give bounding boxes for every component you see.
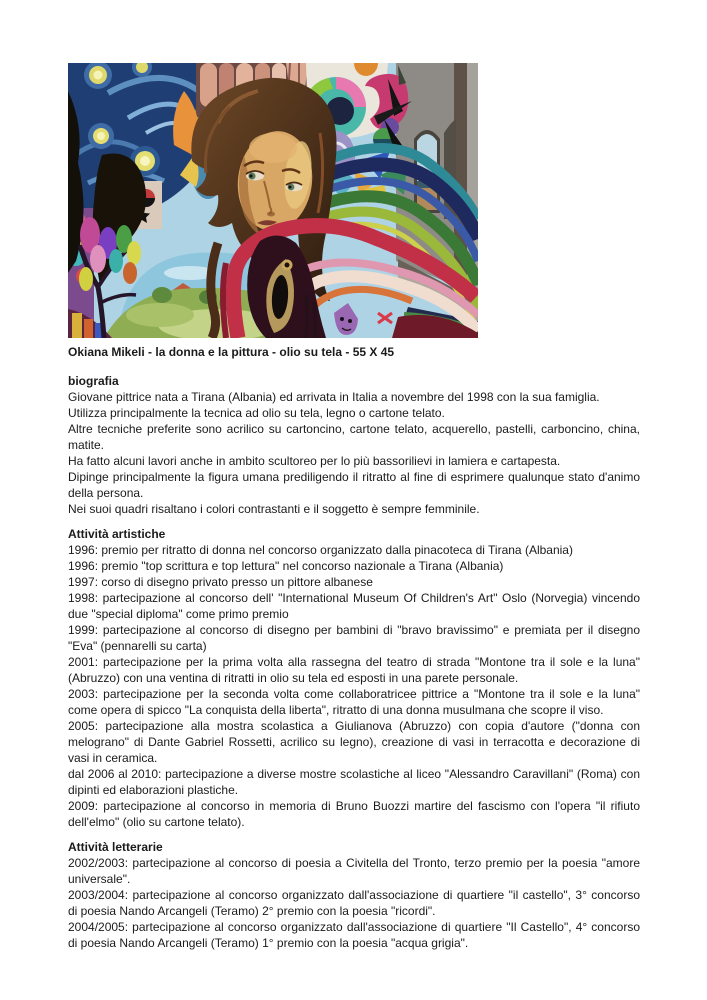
- paragraph: 2005: partecipazione alla mostra scolastica a Giulianova (Abruzzo) con copia d'autore ("donna con melograno" di Dante Gabriel Rossetti, acrilico su legno), creazione di vasi in terracotta e decorazione di vasi in ceramica.: [68, 719, 640, 765]
- artwork-caption: Okiana Mikeli - la donna e la pittura - olio su tela - 55 X 45: [68, 345, 395, 359]
- painting-image: [68, 63, 478, 338]
- paragraph: Giovane pittrice nata a Tirana (Albania) ed arrivata in Italia a novembre del 1998 con la sua famiglia.: [68, 390, 600, 404]
- paragraph: 2003: partecipazione per la seconda volta come collaboratricee pittrice a "Montone tra il sole e la luna" come opera di spicco "La conquista della liberta", ritratto di una donna musulmana che scopre il viso.: [68, 687, 640, 717]
- paragraph: Utilizza principalmente la tecnica ad olio su tela, legno o cartone telato.: [68, 406, 445, 420]
- paragraph: 1997: corso di disegno privato presso un pittore albanese: [68, 575, 373, 589]
- section-biografia: [68, 373, 640, 517]
- paragraph: 2003/2004: partecipazione al concorso organizzato dall'associazione di quartiere "il castello", 3° concorso di poesia Nando Arcangeli (Teramo) 2° premio con la poesia "ricordi".: [68, 888, 640, 918]
- paragraph: Dipinge principalmente la figura umana prediligendo il ritratto al fine di esprimere qualunque stato d'animo della persona.: [68, 470, 640, 500]
- attivita-artistiche-heading: Attività artistiche: [68, 527, 166, 541]
- attivita-letterarie-heading: Attività letterarie: [68, 840, 163, 854]
- paragraph: 1996: premio "top scrittura e top lettura" nel concorso nazionale a Tirana (Albania): [68, 559, 504, 573]
- section-attivita-artistiche: [68, 526, 640, 830]
- paragraph: 2001: partecipazione per la prima volta alla rassegna del teatro di strada "Montone tra il sole e la luna" (Abruzzo) con una ventina di ritratti in olio su tela ed esposti in una parete personale.: [68, 655, 640, 685]
- paragraph: 2002/2003: partecipazione al concorso di poesia a Civitella del Tronto, terzo premio per la poesia "amore universale".: [68, 856, 640, 886]
- paragraph: dal 2006 al 2010: partecipazione a diverse mostre scolastiche al liceo "Alessandro Caravillani" (Roma) con dipinti ed elaborazioni plastiche.: [68, 767, 640, 797]
- document-body: [68, 373, 640, 951]
- paragraph: 1999: partecipazione al concorso di disegno per bambini di "bravo bravissimo" e premiata per il disegno "Eva" (pennarelli su carta): [68, 623, 640, 653]
- paragraph: 2009: partecipazione al concorso in memoria di Bruno Buozzi martire del fascismo con l'opera "il rifiuto dell'elmo" (olio su cartone telato).: [68, 799, 640, 829]
- paragraph: Ha fatto alcuni lavori anche in ambito scultoreo per lo più bassorilievi in lamiera e cartapesta.: [68, 454, 561, 468]
- section-attivita-letterarie: [68, 839, 640, 951]
- paragraph: 1998: partecipazione al concorso dell' "International Museum Of Children's Art" Oslo (Norvegia) vincendo due "special diploma" come primo premio: [68, 591, 640, 621]
- artwork-figure: [68, 63, 478, 338]
- biografia-heading: biografia: [68, 374, 119, 388]
- paragraph: 1996: premio per ritratto di donna nel concorso organizzato dalla pinacoteca di Tirana (Albania): [68, 543, 573, 557]
- paragraph: 2004/2005: partecipazione al concorso organizzato dall'associazione di quartiere "Il Castello", 4° concorso di poesia Nando Arcangeli (Teramo) 1° premio con la poesia "acqua grigia".: [68, 920, 640, 950]
- paragraph: Nei suoi quadri risaltano i colori contrastanti e il soggetto è sempre femminile.: [68, 502, 480, 516]
- paragraph: Altre tecniche preferite sono acrilico su cartoncino, cartone telato, acquerello, pastelli, carboncino, china, matite.: [68, 422, 640, 452]
